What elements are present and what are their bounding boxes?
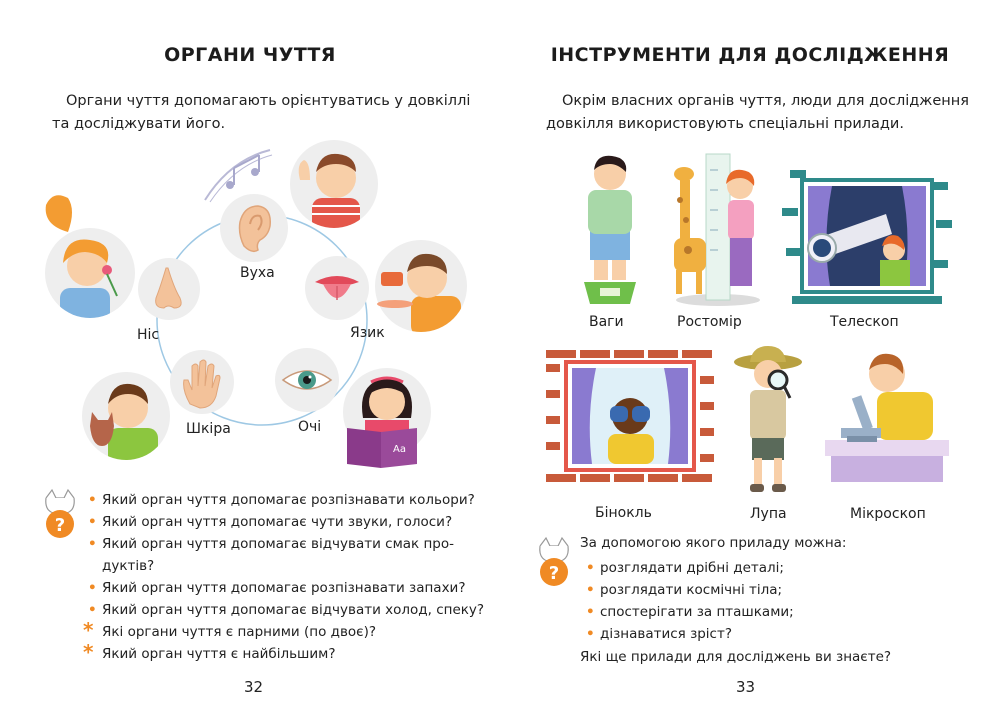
question-item: • Який орган чуття допомагає відчувати холод, спеку? (88, 599, 484, 621)
ear-circle (220, 194, 288, 262)
question-item: • спостерігати за пташками; (586, 601, 794, 623)
page-number-right: 33 (736, 678, 756, 696)
label-tongue: Язик (350, 325, 385, 341)
scales-illustration (570, 150, 650, 310)
bullet-icon: • (586, 604, 595, 620)
nose-circle (138, 258, 200, 320)
question-item: • Який орган чуття допомагає розпізнавати кольори? (88, 489, 484, 511)
height-meter-illustration (668, 150, 768, 310)
microscope-illustration (825, 352, 951, 482)
question-mark-icon (40, 488, 80, 540)
label-height-meter: Ростомір (677, 314, 742, 330)
ear-icon (220, 194, 288, 262)
boy-cat-illustration (82, 372, 170, 460)
magnifier-illustration (732, 342, 806, 502)
book-icon (345, 422, 419, 470)
question-item: • Який орган чуття допомагає відчувати смак про- (88, 533, 484, 555)
question-item: * Які органи чуття є парними (по двоє)? (83, 618, 377, 642)
label-magnifier: Лупа (750, 506, 787, 522)
saucer-icon (375, 296, 415, 312)
label-telescope: Телескоп (830, 314, 899, 330)
boy-tea-illustration (375, 240, 467, 332)
bullet-icon: • (88, 580, 97, 596)
right-page (500, 0, 1000, 721)
question-item: * Який орган чуття є найбільшим? (83, 640, 336, 664)
label-ear: Вуха (240, 265, 275, 281)
label-nose: Ніс (137, 327, 160, 343)
hand-icon (170, 350, 234, 414)
label-scales: Ваги (589, 314, 624, 330)
bullet-icon: • (88, 536, 97, 552)
intro-line-1: Окрім власних органів чуття, люди для дослідження (562, 93, 969, 109)
left-question-list (83, 489, 485, 665)
question-item: • дізнаватися зріст? (586, 623, 794, 645)
asterisk-icon: * (83, 640, 94, 664)
question-intro: За допомогою якого приладу можна: (580, 535, 847, 551)
page-number-left: 32 (244, 678, 264, 696)
asterisk-icon: * (83, 618, 94, 642)
intro-line-2: та досліджувати його. (52, 116, 226, 132)
label-skin: Шкіра (186, 421, 231, 437)
question-item: • Який орган чуття допомагає чути звуки, голоси? (88, 511, 484, 533)
tongue-circle (305, 256, 369, 320)
right-question-list (586, 557, 794, 645)
child-smelling-illustration (45, 228, 135, 318)
final-question: Які ще прилади для досліджень ви знаєте? (580, 649, 892, 665)
eye-icon (275, 348, 339, 412)
bullet-icon: • (88, 514, 97, 530)
nose-icon (138, 258, 200, 320)
hand-circle (170, 350, 234, 414)
label-binoculars: Бінокль (595, 505, 652, 521)
question-item: • розглядати дрібні деталі; (586, 557, 794, 579)
bullet-icon: • (586, 560, 595, 576)
question-mark-icon (534, 536, 574, 588)
question-item: дуктів? (102, 558, 155, 574)
bullet-icon: • (88, 492, 97, 508)
binoculars-illustration (546, 350, 714, 482)
bullet-icon: • (586, 626, 595, 642)
tongue-icon (305, 256, 369, 320)
bullet-icon: • (586, 582, 595, 598)
question-item: • Який орган чуття допомагає розпізнавати запахи? (88, 577, 484, 599)
label-eyes: Очі (298, 419, 322, 435)
telescope-illustration (782, 168, 952, 308)
bullet-icon: • (88, 602, 97, 618)
intro-line-2: довкілля використовують спеціальні прилади. (546, 116, 904, 132)
ponytail-hair (38, 190, 78, 235)
page-title-left: ОРГАНИ ЧУТТЯ (164, 44, 336, 66)
svg-text:Aa: Aa (393, 444, 406, 455)
svg-text:?: ? (548, 563, 560, 584)
label-microscope: Мікроскоп (850, 506, 926, 522)
svg-text:?: ? (54, 515, 66, 536)
question-item: • розглядати космічні тіла; (586, 579, 794, 601)
intro-line-1: Органи чуття допомагають орієнтуватись у довкіллі (66, 93, 471, 109)
eye-circle (275, 348, 339, 412)
boy-waving-illustration (290, 140, 378, 228)
page-title-right: ІНСТРУМЕНТИ ДЛЯ ДОСЛІДЖЕННЯ (550, 44, 950, 66)
